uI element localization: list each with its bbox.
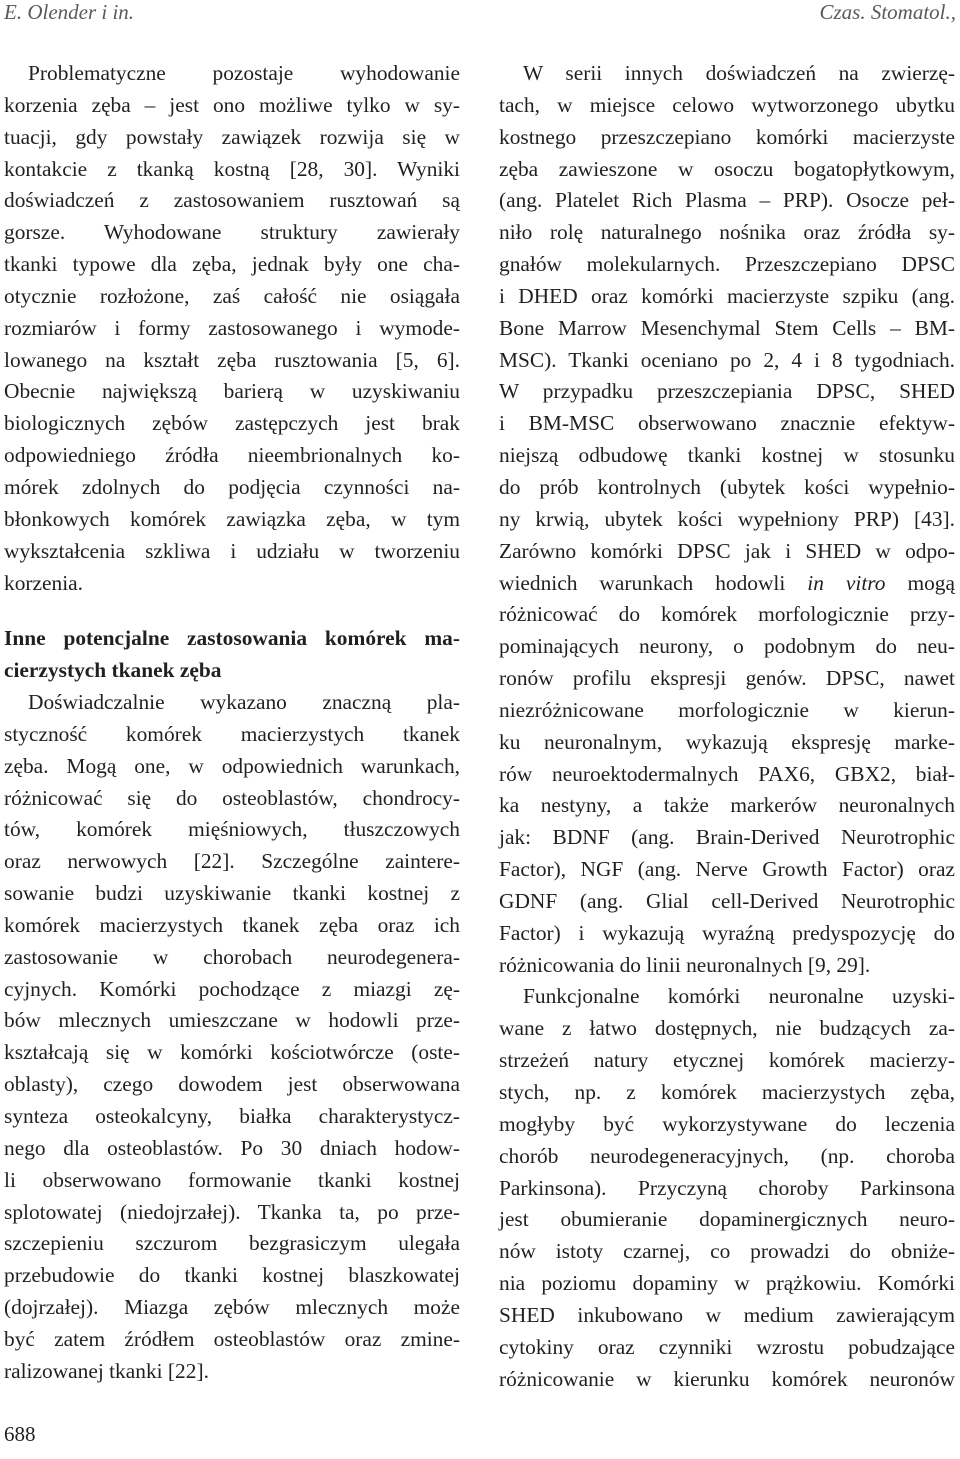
right-paragraph-1 — [499, 58, 955, 568]
text-line: oraz nerwowych [22]. Szczególne zaintere- — [4, 849, 460, 874]
text-line: ku neuronalnym, wykazują ekspresję marke- — [499, 729, 955, 754]
page-number: 688 — [4, 1422, 36, 1446]
text-line: ralizowanej tkanki [22]. — [4, 1358, 209, 1383]
text-line: niejszą odbudowę tkanki kostnej w stosunku — [499, 443, 955, 468]
text-line: Factor) i wykazują wyraźną predyspozycję do — [499, 920, 955, 945]
text-line: różnicować do komórek morfologicznie przy- — [499, 602, 955, 627]
text-line: MSC). Tkanki oceniano po 2, 4 i 8 tygodniach. — [499, 347, 955, 372]
text-line: otycznie rozłożone, zaś całość nie osiągała — [4, 283, 460, 308]
text-line: jak: BDNF (ang. Brain-Derived Neurotrophic — [499, 825, 955, 850]
text-line: różnicowanie w kierunku komórek neuronów — [499, 1366, 955, 1391]
text-line: tuacji, gdy powstały zawiązek rozwija się w — [4, 124, 460, 149]
text-line: zęba zawieszone w osoczu bogatopłytkowym, — [499, 156, 955, 181]
text-line: korzenia zęba – jest ono możliwe tylko w sy- — [4, 92, 460, 117]
left-paragraph-1 — [4, 58, 460, 599]
text-line: Problematyczne pozostaje wyhodowanie — [28, 61, 460, 85]
text-line: Funkcjonalne komórki neuronalne uzyski- — [523, 984, 955, 1009]
text-line: Obecnie największą barierą w uzyskiwaniu — [4, 379, 460, 404]
text-line: ny krwią, ubytek kości wypełniony PRP) [43]. — [499, 506, 955, 531]
text-line: biologicznych zębów zastępczych jest brak — [4, 411, 460, 436]
text-line: styczność komórek macierzystych tkanek — [4, 721, 460, 746]
text-line: nów istoty czarnej, co prowadzi do obniże- — [499, 1239, 955, 1264]
text-line: tach, w miejsce celowo wytworzonego ubytku — [499, 92, 955, 117]
text-segment: mogą — [885, 570, 955, 595]
text-line: kształcają się w komórki kościotwórcze (oste- — [4, 1040, 460, 1065]
text-line: jest obumieranie dopaminergicznych neuro- — [499, 1207, 955, 1232]
left-paragraph-2 — [4, 687, 460, 1388]
text-line: W przypadku przeszczepiania DPSC, SHED — [499, 379, 955, 404]
text-line: Factor), NGF (ang. Nerve Growth Factor) oraz — [499, 857, 955, 882]
text-line: i DHED oraz komórki macierzyste szpiku (ang. — [499, 283, 955, 308]
italic-term: in vitro — [807, 570, 886, 595]
text-line: tkanki typowe dla zęba, jednak były one cha- — [4, 252, 460, 277]
text-line: do prób kontrolnych (ubytek kości wypełnio- — [499, 474, 955, 499]
text-line: stych, np. z komórek macierzystych zęba, — [499, 1080, 955, 1104]
text-line-with-italic — [499, 568, 955, 600]
text-segment: wiednich warunkach hodowli — [499, 570, 808, 595]
text-line: wykształcenia szkliwa i udziału w tworzeniu — [4, 538, 460, 563]
text-line: mogłyby być wykorzystywane do leczenia — [499, 1111, 955, 1136]
text-line: rozmiarów i formy zastosowanego i wymode- — [4, 315, 460, 340]
right-column — [499, 58, 955, 1395]
text-line: Bone Marrow Mesenchymal Stem Cells – BM- — [499, 315, 955, 340]
text-line: doświadczeń z zastosowaniem rusztowań są — [4, 188, 460, 213]
text-line: Zarówno komórki DPSC jak i SHED w odpo- — [499, 538, 955, 563]
running-header-journal: Czas. Stomatol., — [819, 0, 956, 24]
section-gap — [4, 599, 460, 623]
text-line: chorób neurodegeneracyjnych, (np. choroba — [499, 1143, 955, 1168]
text-line: ronów profilu ekspresji genów. DPSC, nawet — [499, 666, 955, 691]
text-line: synteza osteokalcyny, białka charakterystycz- — [4, 1104, 460, 1128]
text-line: cyjnych. Komórki pochodzące z miazgi zę- — [4, 976, 460, 1001]
text-line: lowanego na kształt zęba rusztowania [5, 6]. — [4, 347, 460, 372]
text-line: (ang. Platelet Rich Plasma – PRP). Osocze peł- — [499, 188, 955, 213]
text-line: odpowiedniego źródła nieembrionalnych ko- — [4, 443, 460, 468]
text-line: cierzystych tkanek zęba — [4, 658, 222, 683]
text-line: W serii innych doświadczeń na zwierzę- — [523, 61, 955, 85]
text-line: wane z łatwo dostępnych, nie budzących za- — [499, 1016, 955, 1041]
text-line: mórek zdolnych do podjęcia czynności na- — [4, 474, 460, 499]
text-line: Doświadczalnie wykazano znaczną pla- — [28, 690, 460, 715]
text-line: nia poziomu dopaminy w prążkowiu. Komórki — [499, 1271, 955, 1296]
text-line: bów mlecznych umieszczane w hodowli prze- — [4, 1008, 460, 1033]
text-line: oblasty), czego dowodem jest obserwowana — [4, 1072, 460, 1097]
text-line: błonkowych komórek zawiązka zęba, w tym — [4, 506, 460, 531]
running-header-authors: E. Olender i in. — [4, 0, 135, 24]
text-line: korzenia. — [4, 570, 83, 595]
text-line: być zatem źródłem osteoblastów oraz zmine- — [4, 1326, 460, 1351]
text-line: różnicować się do osteoblastów, chondrocy- — [4, 785, 460, 810]
text-line: zastosowanie w chorobach neurodegenera- — [4, 944, 460, 969]
text-line: niło rolę naturalnego nośnika oraz źródła sy- — [499, 220, 955, 245]
text-line: li obserwowano formowanie tkanki kostnej — [4, 1167, 460, 1192]
text-line: gorsze. Wyhodowane struktury zawierały — [4, 220, 460, 245]
text-line: i BM-MSC obserwowano znacznie efektyw- — [499, 411, 955, 436]
text-line: GDNF (ang. Glial cell-Derived Neurotrophic — [499, 888, 955, 913]
text-line: zęba. Mogą one, w odpowiednich warunkach, — [4, 753, 460, 778]
text-line: przebudowie do tkanki kostnej blaszkowatej — [4, 1263, 460, 1288]
text-line: nego dla osteoblastów. Po 30 dniach hodow- — [4, 1135, 460, 1160]
text-line: strzeżeń natury etycznej komórek macierzy- — [499, 1048, 955, 1073]
right-paragraph-1-rest — [499, 599, 955, 981]
text-line: pominających neurony, o podobnym do neu- — [499, 634, 955, 659]
text-line: splotowatej (niedojrzałej). Tkanka ta, po prze- — [4, 1199, 460, 1224]
text-line: sowanie budzi uzyskiwanie tkanki kostnej z — [4, 881, 460, 906]
text-line: kostnego przeszczepiano komórki macierzyste — [499, 124, 955, 149]
text-line: gnałów molekularnych. Przeszczepiano DPSC — [499, 252, 955, 277]
text-line: Parkinsona). Przyczyną choroby Parkinsona — [499, 1175, 955, 1200]
text-line: (dojrzałej). Miazga zębów mlecznych może — [4, 1295, 460, 1320]
text-line: komórek macierzystych tkanek zęba oraz ich — [4, 912, 460, 937]
text-line: Inne potencjalne zastosowania komórek ma- — [4, 626, 460, 651]
right-paragraph-2 — [499, 981, 955, 1395]
text-line: niezróżnicowane morfologicznie w kierun- — [499, 697, 955, 722]
section-heading — [4, 623, 460, 687]
text-line: ka nestyny, a także markerów neuronalnych — [499, 793, 955, 818]
text-line: rów neuroektodermalnych PAX6, GBX2, biał- — [499, 761, 955, 786]
text-line: różnicowania do linii neuronalnych [9, 29]. — [499, 952, 871, 977]
text-line: tów, komórek mięśniowych, tłuszczowych — [4, 817, 460, 842]
text-line: szczepieniu szczurom bezgrasiczym ulegała — [4, 1231, 460, 1256]
text-line: SHED inkubowano w medium zawierającym — [499, 1302, 955, 1327]
text-line: kontakcie z tkanką kostną [28, 30]. Wyniki — [4, 156, 460, 181]
text-line: cytokiny oraz czynniki wzrostu pobudzające — [499, 1334, 955, 1359]
left-column — [4, 58, 460, 1388]
